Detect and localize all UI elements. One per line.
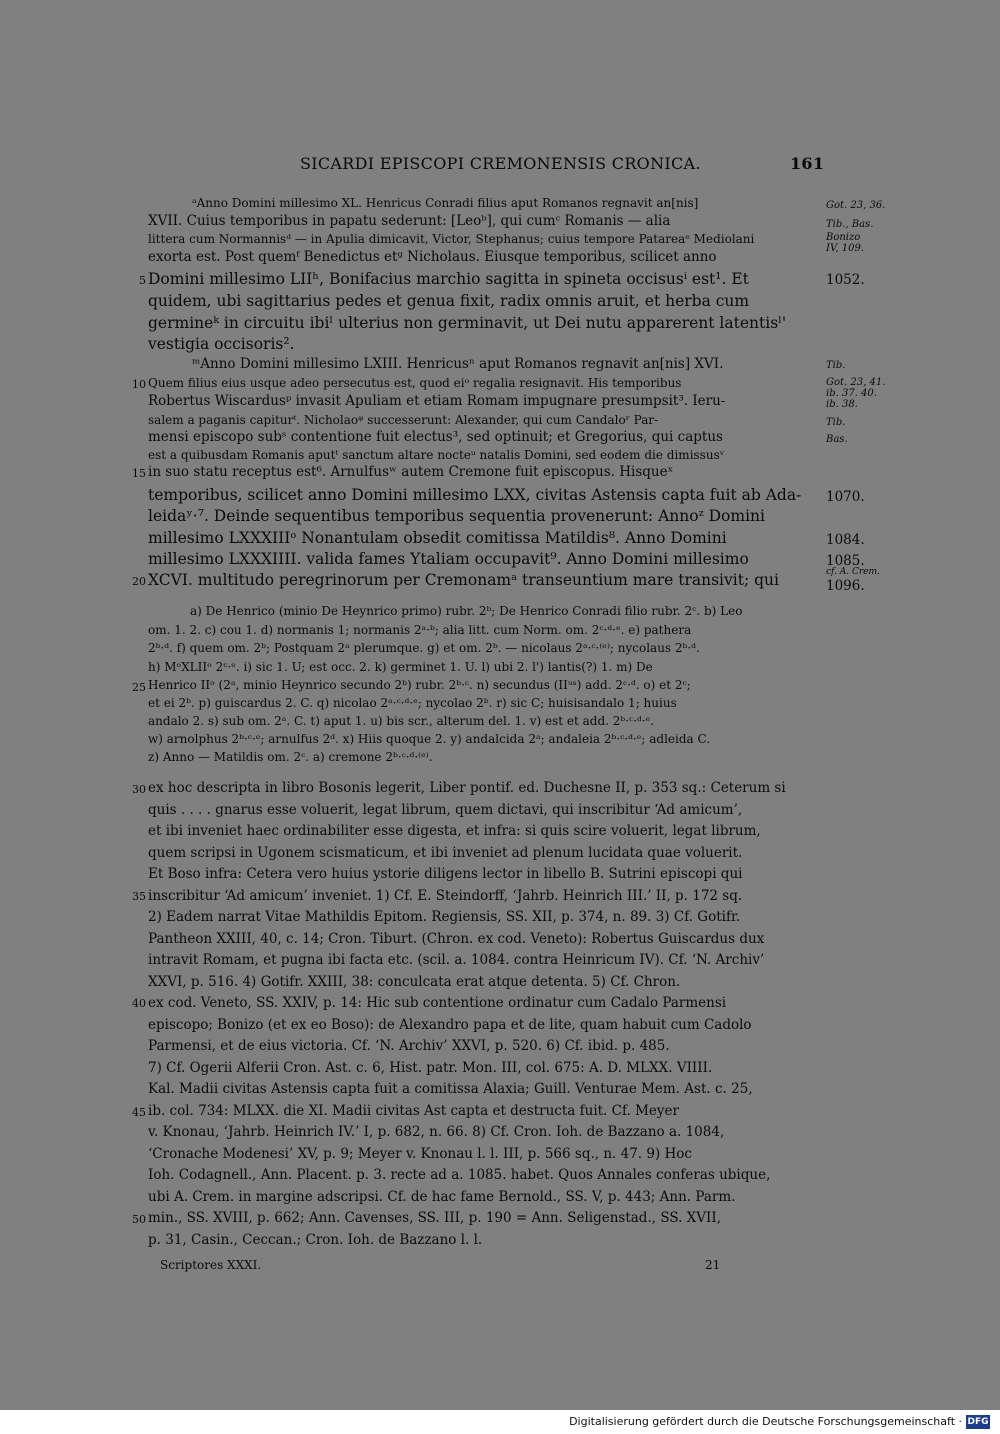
margin-note: Got. 23, 41.	[826, 377, 886, 388]
line-number: 20	[132, 575, 146, 588]
margin-year: 1070.	[826, 489, 865, 505]
commentary-line: 7) Cf. Ogerii Alferii Cron. Ast. c. 6, Hist. patr. Mon. III, col. 675: A. D. MLXX. VIIII.	[148, 1060, 713, 1076]
margin-year: 1084.	[826, 532, 865, 548]
commentary-line: ubi A. Crem. in margine adscripsi. Cf. de hac fame Bernold., SS. V, p. 443; Ann. Parm.	[148, 1189, 736, 1205]
commentary-line: ib. col. 734: MLXX. die XI. Madii civitas Ast capta et destructa fuit. Cf. Meyer	[148, 1103, 679, 1119]
text-line: littera cum Normannisᵈ — in Apulia dimicavit, Victor, Stephanus; cuius tempore Patareaᵉ Mediolani	[148, 232, 755, 246]
line-number: 35	[132, 890, 146, 903]
text-line: Domini millesimo LIIʰ, Bonifacius marchio sagitta in spineta occisusⁱ est¹. Et	[148, 270, 749, 288]
funding-credit: Digitalisierung gefördert durch die Deutsche Forschungsgemeinschaft ·	[569, 1415, 962, 1428]
line-number: 40	[132, 997, 146, 1010]
dfg-logo: DFG	[967, 1417, 989, 1427]
commentary-line: intravit Romam, et pugna ibi facta etc. (scil. a. 1084. contra Heinricum IV). Cf. ‘N. Archiv’	[148, 952, 765, 968]
text-line: ᵃAnno Domini millesimo XL. Henricus Conradi filius aput Romanos regnavit an[nis]	[192, 196, 699, 210]
text-line: mensi episcopo subˢ contentione fuit electus³, sed optinuit; et Gregorius, qui captus	[148, 429, 723, 445]
running-header-title: SICARDI EPISCOPI CREMONENSIS CRONICA.	[300, 154, 701, 173]
commentary-line: ex cod. Veneto, SS. XXIV, p. 14: Hic sub contentione ordinatur cum Cadalo Parmensi	[148, 995, 727, 1011]
apparatus-line: om. 1. 2. c) cou 1. d) normanis 1; normanis 2ᵃ·ᵇ; alia litt. cum Norm. om. 2ᶜ·ᵈ·ᵉ. e) pathera	[148, 623, 692, 637]
margin-note: Bonizo	[826, 232, 861, 243]
text-line: exorta est. Post quemᶠ Benedictus etᵍ Nicholaus. Eiusque temporibus, scilicet anno	[148, 249, 717, 265]
signature-mark: 21	[705, 1258, 721, 1272]
apparatus-line: a) De Henrico (minio De Heynrico primo) rubr. 2ᵇ; De Henrico Conradi filio rubr. 2ᶜ. b) Leo	[190, 604, 743, 618]
line-number: 50	[132, 1213, 146, 1226]
margin-note: cf. A. Crem.	[826, 567, 880, 577]
apparatus-line: h) MᵒXLIIᵒ 2ᶜ·ᵉ. i) sic 1. U; est occ. 2. k) germinet 1. U. l) ubi 2. l') lantis(?) 1. m) De	[148, 660, 653, 674]
text-line: Quem filius eius usque adeo persecutus est, quod eiᵒ regalia resignavit. His temporibus	[148, 376, 682, 390]
text-line: vestigia occisoris².	[148, 335, 295, 353]
commentary-line: Parmensi, et de eius victoria. Cf. ‘N. Archiv’ XXVI, p. 520. 6) Cf. ibid. p. 485.	[148, 1038, 670, 1054]
apparatus-line: w) arnolphus 2ᵇ·ᶜ·ᵉ; arnulfus 2ᵈ. x) Hiis quoque 2. y) andalcida 2ᵃ; andaleia 2ᵇ·ᶜ·ᵈ·ᵉ; adleida C.	[148, 732, 711, 746]
margin-note: Tib.	[826, 417, 846, 428]
apparatus-line: et ei 2ᵇ. p) guiscardus 2. C. q) nicolao 2ᵃ·ᶜ·ᵈ·ᵉ; nycolao 2ᵇ. r) sic C; huisisandalo 1; huius	[148, 696, 677, 710]
commentary-line: episcopo; Bonizo (et ex eo Boso): de Alexandro papa et de lite, quam habuit cum Cadolo	[148, 1017, 752, 1033]
margin-note: ib. 37. 40.	[826, 388, 877, 399]
text-line: millesimo LXXXIIIᵒ Nonantulam obsedit comitissa Matildis⁸. Anno Domini	[148, 529, 727, 547]
margin-note: Tib.	[826, 360, 846, 371]
margin-note: IV, 109.	[826, 243, 865, 254]
commentary-line: p. 31, Casin., Ceccan.; Cron. Ioh. de Bazzano l. l.	[148, 1232, 483, 1248]
text-line: millesimo LXXXIIII. valida fames Ytaliam occupavit⁹. Anno Domini millesimo	[148, 550, 749, 568]
commentary-line: min., SS. XVIII, p. 662; Ann. Cavenses, SS. III, p. 190 = Ann. Seligenstad., SS. XVII,	[148, 1210, 721, 1226]
commentary-line: v. Knonau, ‘Jahrb. Heinrich IV.’ I, p. 682, n. 66. 8) Cf. Cron. Ioh. de Bazzano a. 1084,	[148, 1124, 725, 1140]
text-line: XCVI. multitudo peregrinorum per Cremonamᵃ transeuntium mare transivit; qui	[148, 571, 779, 589]
line-number: 5	[139, 274, 146, 287]
apparatus-line: Henrico IIᵒ (2ᵃ, minio Heynrico secundo 2ᵇ) rubr. 2ᵇ·ᶜ. n) secundus (IIᵘˢ) add. 2ᶜ·ᵈ. o) et 2ᶜ;	[148, 678, 691, 692]
margin-note: Bas.	[826, 434, 848, 445]
commentary-line: 2) Eadem narrat Vitae Mathildis Epitom. Regiensis, SS. XII, p. 374, n. 89. 3) Cf. Gotifr.	[148, 909, 741, 925]
text-line: leidaʸ·⁷. Deinde sequentibus temporibus sequentia provenerunt: Annoᶻ Domini	[148, 507, 765, 525]
commentary-line: quis . . . . gnarus esse voluerit, legat librum, quem dictavi, qui inscribitur ‘Ad amicum’,	[148, 802, 743, 818]
apparatus-line: z) Anno — Matildis om. 2ᶜ. a) cremone 2ᵇ·ᶜ·ᵈ·⁽ᵉ⁾.	[148, 750, 433, 764]
commentary-line: quem scripsi in Ugonem scismaticum, et ibi inveniet ad plenum lucidata quae voluerit.	[148, 845, 743, 861]
text-line: XVII. Cuius temporibus in papatu sederunt: [Leoᵇ], qui cumᶜ Romanis — alia	[148, 213, 671, 229]
page-number: 161	[790, 154, 825, 173]
margin-year: 1085.	[826, 553, 865, 569]
text-line: est a quibusdam Romanis aputᵗ sanctum altare nocteᵘ natalis Domini, sed eodem die dimissusᵛ	[148, 448, 725, 462]
line-number: 45	[132, 1106, 146, 1119]
text-line: Robertus Wiscardusᵖ invasit Apuliam et etiam Romam impugnare presumpsit³. Ieru-	[148, 393, 726, 409]
margin-note: ib. 38.	[826, 399, 858, 410]
line-number: 25	[132, 681, 146, 694]
line-number: 15	[132, 467, 146, 480]
commentary-line: inscribitur ‘Ad amicum’ inveniet. 1) Cf. E. Steindorff, ‘Jahrb. Heinrich III.’ II, p. 172 sq.	[148, 888, 743, 904]
credit-bar	[0, 1410, 1000, 1434]
text-line: germineᵏ in circuitu ibiˡ ulterius non germinavit, ut Dei nutu apparerent latentisˡ'	[148, 314, 787, 332]
text-line: in suo statu receptus est⁶. Arnulfusʷ autem Cremone fuit episcopus. Hisqueˣ	[148, 464, 674, 480]
commentary-line: Et Boso infra: Cetera vero huius ystorie diligens lector in libello B. Sutrini episcopi qui	[148, 866, 743, 882]
commentary-line: Ioh. Codagnell., Ann. Placent. p. 3. recte ad a. 1085. habet. Quos Annales conferas ubique,	[148, 1167, 771, 1183]
line-number: 30	[132, 783, 146, 796]
margin-note: Tib., Bas.	[826, 219, 874, 230]
text-line: temporibus, scilicet anno Domini millesimo LXX, civitas Astensis capta fuit ab Ada-	[148, 486, 802, 504]
margin-note: Got. 23, 36.	[826, 200, 886, 211]
margin-year: 1096.	[826, 578, 865, 594]
text-line: salem a paganis capiturᵗ. Nicholaoᵠ successerunt: Alexander, qui cum Candaloʳ Par-	[148, 413, 659, 427]
commentary-line: et ibi inveniet haec ordinabiliter esse digesta, et infra: si quis scire voluerit, legat librum,	[148, 823, 761, 839]
text-line: ᵐAnno Domini millesimo LXIII. Henricusⁿ aput Romanos regnavit an[nis] XVI.	[192, 356, 724, 372]
commentary-line: XXVI, p. 516. 4) Gotifr. XXIII, 38: conculcata erat atque detenta. 5) Cf. Chron.	[148, 974, 681, 990]
margin-year: 1052.	[826, 272, 865, 288]
commentary-line: Pantheon XXIII, 40, c. 14; Cron. Tiburt. (Chron. ex cod. Veneto): Robertus Guiscardus dux	[148, 931, 765, 947]
commentary-line: Kal. Madii civitas Astensis capta fuit a comitissa Alaxia; Guill. Venturae Mem. Ast. c. 25,	[148, 1081, 753, 1097]
line-number: 10	[132, 378, 146, 391]
apparatus-line: andalo 2. s) sub om. 2ᵃ. C. t) aput 1. u) bis scr., alterum del. 1. v) est et add. 2ᵇ·ᶜ·ᵈ·ᵉ.	[148, 714, 655, 728]
series-label: Scriptores XXXI.	[160, 1258, 262, 1272]
apparatus-line: 2ᵇ·ᵈ. f) quem om. 2ᵇ; Postquam 2ᵃ plerumque. g) et om. 2ᵇ. — nicolaus 2ᵃ·ᶜ·⁽ᵉ⁾; nycolaus 2ᵇ·ᵈ.	[148, 641, 700, 655]
commentary-line: ex hoc descripta in libro Bosonis legerit, Liber pontif. ed. Duchesne II, p. 353 sq.: Ceterum si	[148, 780, 786, 796]
commentary-line: ‘Cronache Modenesi’ XV, p. 9; Meyer v. Knonau l. l. III, p. 566 sq., n. 47. 9) Hoc	[148, 1146, 692, 1162]
text-line: quidem, ubi sagittarius pedes et genua fixit, radix omnis aruit, et herba cum	[148, 292, 750, 310]
